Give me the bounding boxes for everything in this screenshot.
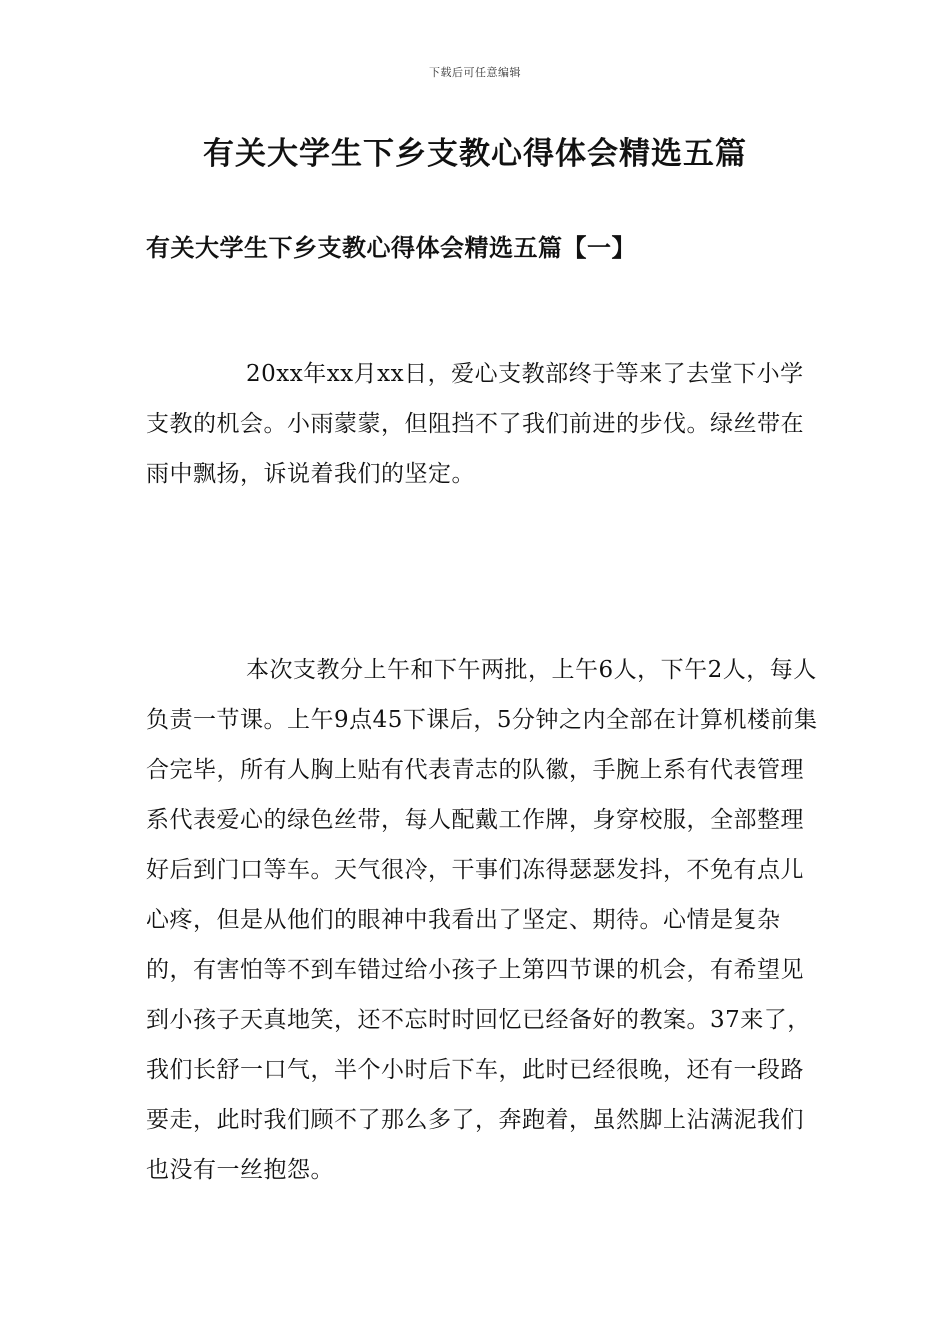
paragraph-1: 20xx年xx月xx日，爱心支教部终于等来了去堂下小学支教的机会。小雨蒙蒙，但阻挡不了我们前进的步伐。绿丝带在雨中飘扬，诉说着我们的坚定。	[146, 361, 804, 487]
document-title: 有关大学生下乡支教心得体会精选五篇	[203, 136, 747, 172]
section-heading: 有关大学生下乡支教心得体会精选五篇【一】	[146, 234, 636, 262]
header-note: 下载后可任意编辑	[429, 66, 521, 79]
paragraph-2: 本次支教分上午和下午两批，上午6人，下午2人，每人负责一节课。上午9点45下课后，5分钟之内全部在计算机楼前集合完毕，所有人胸上贴有代表青志的队徽，手腕上系有代表管理系代表爱心的绿色丝带，每人配戴工作牌，身穿校服，全部整理好后到门口等车。天气很冷，干事们冻得瑟瑟发抖，不免有点儿心疼，但是从他们的眼神中我看出了坚定、期待。心情是复杂的，有害怕等不到车错过给小孩子上第四节课的机会，有希望见到小孩子天真地笑，还不忘时时回忆已经备好的教案。37来了，我们长舒一口气，半个小时后下车，此时已经很晚，还有一段路要走，此时我们顾不了那么多了，奔跑着，虽然脚上沾满泥我们也没有一丝抱怨。	[146, 657, 818, 1183]
